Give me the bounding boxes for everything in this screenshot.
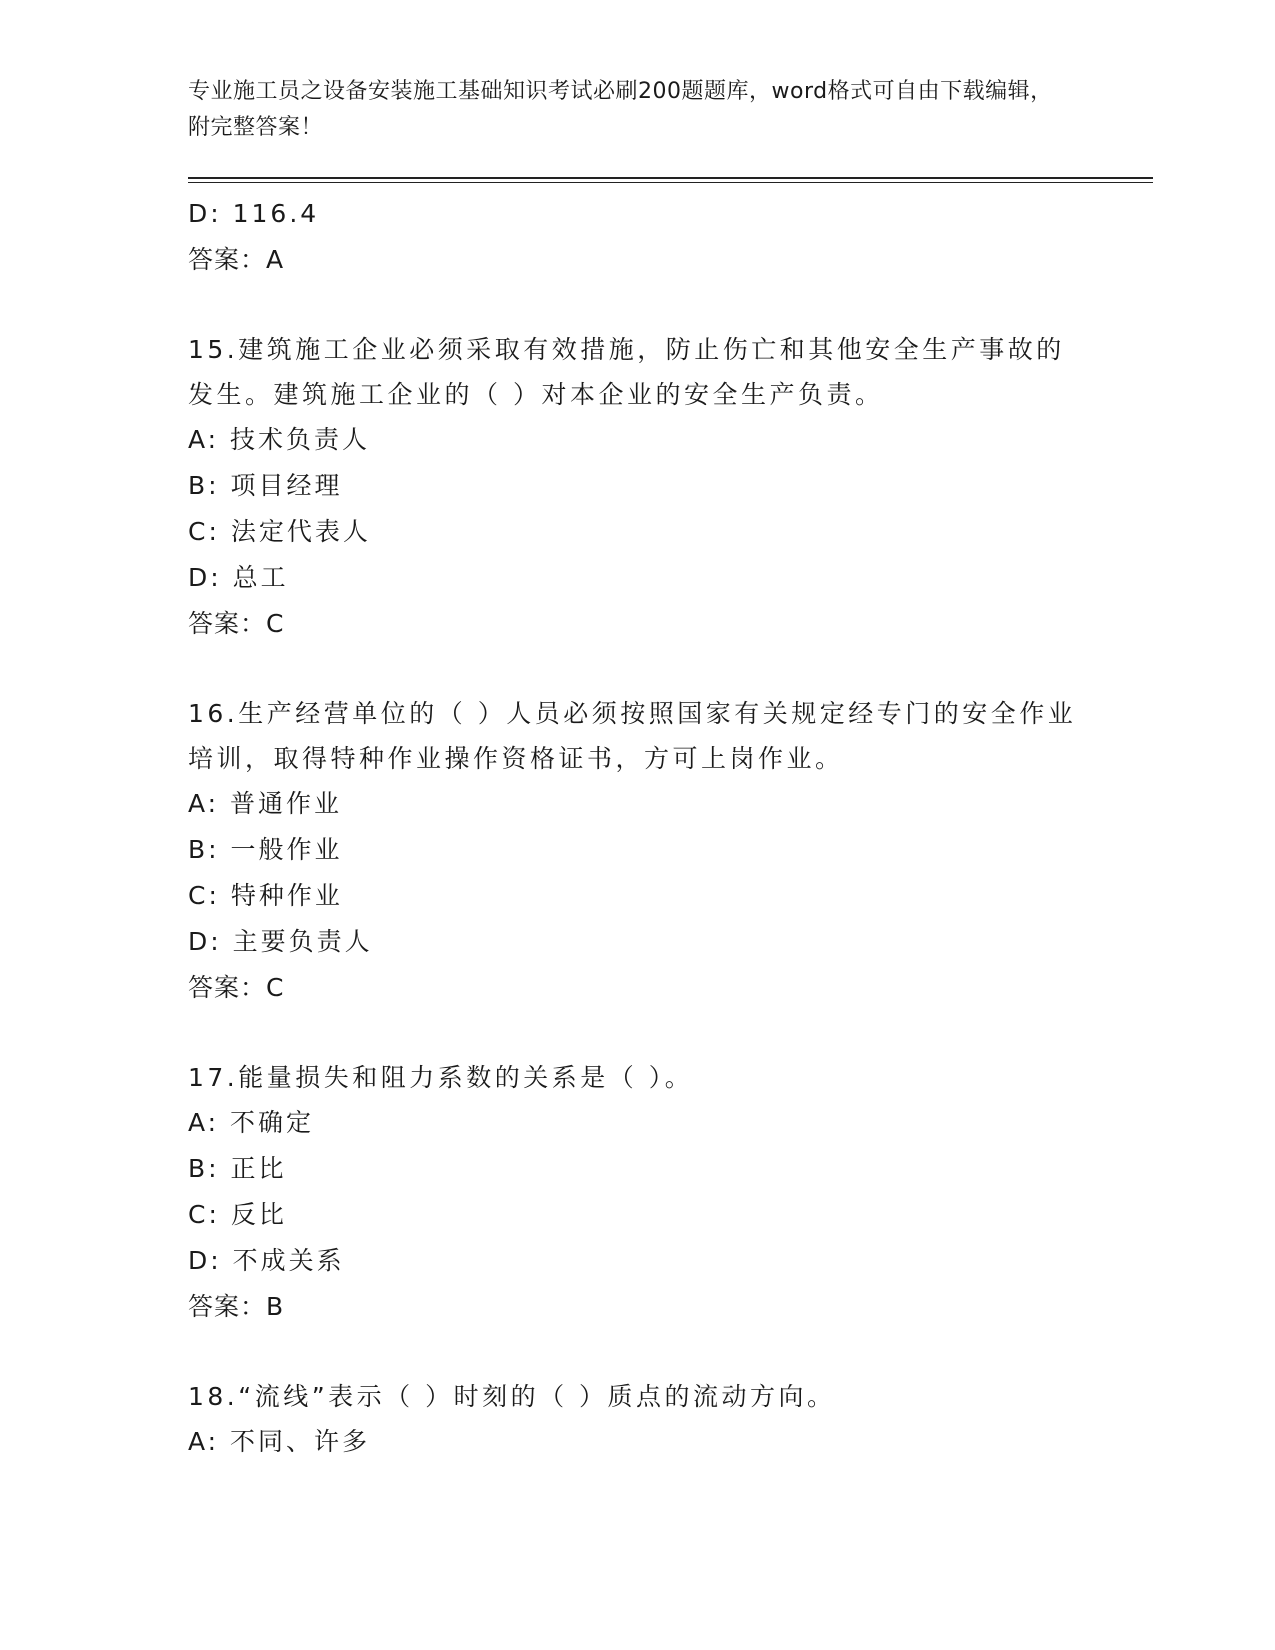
option-a: A: 不同、许多: [188, 1427, 371, 1456]
answer: 答案：B: [188, 1292, 285, 1321]
option-a: A: 不确定: [188, 1108, 315, 1137]
answer: 答案：A: [188, 245, 285, 274]
option-c: C: 特种作业: [188, 881, 343, 910]
question-list: [188, 191, 1153, 1465]
answer: 答案：C: [188, 609, 285, 638]
question-text: 17.能量损失和阻力系数的关系是（ ）。: [188, 1063, 694, 1092]
option-b: B: 正比: [188, 1154, 287, 1183]
option-d: D: 主要负责人: [188, 927, 373, 956]
header-divider-thick: [188, 177, 1153, 179]
option-c: C: 法定代表人: [188, 517, 371, 546]
option-d: D: 116.4: [188, 199, 320, 228]
option-a: A: 技术负责人: [188, 425, 371, 454]
question-text: 18.“流线”表示（ ）时刻的（ ）质点的流动方向。: [188, 1382, 836, 1411]
option-d: D: 不成关系: [188, 1246, 345, 1275]
page-header: 专业施工员之设备安装施工基础知识考试必刷200题题库，word格式可自由下载编辑，附完整答案！: [188, 79, 1053, 140]
option-a: A: 普通作业: [188, 789, 343, 818]
answer: 答案：C: [188, 973, 285, 1002]
option-c: C: 反比: [188, 1200, 287, 1229]
option-b: B: 一般作业: [188, 835, 343, 864]
question-text: 16.生产经营单位的（ ）人员必须按照国家有关规定经专门的安全作业培训，取得特种作业操作资格证书，方可上岗作业。: [188, 699, 1077, 773]
header-divider-thin: [188, 182, 1153, 183]
question-text: 15.建筑施工企业必须采取有效措施，防止伤亡和其他安全生产事故的发生。建筑施工企业的（ ）对本企业的安全生产负责。: [188, 335, 1065, 409]
option-b: B: 项目经理: [188, 471, 343, 500]
option-d: D: 总工: [188, 563, 289, 592]
